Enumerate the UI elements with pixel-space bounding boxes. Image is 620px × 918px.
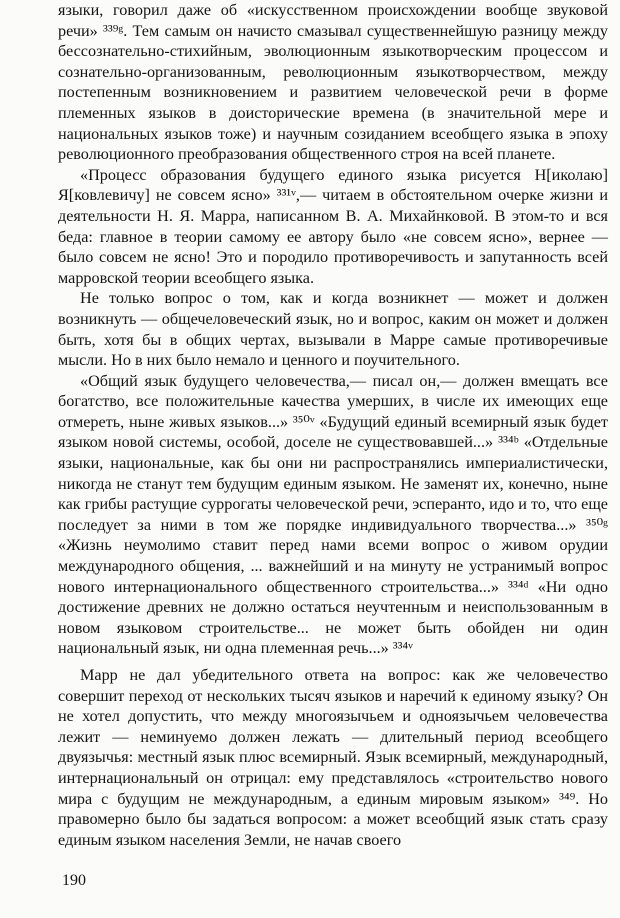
paragraph-5: Марр не дал убедительного ответа на вопрос: как же человечество совершит переход от нескольких тысяч языков и наречий к единому языку? Он не хотел допустить, что между многоязычьем и одноязычьем человечества лежит — неминуемо должен лежать — длительный период всеобщего двуязычья: местный язык плюс всемирный. Язык всемирный, международный, интернациональный он отрицал: ему представлялось «строительство нового мира с будущим не международным, а единым мировым языком» ³⁴⁹. Но правомерно было бы задаться вопросом: а может всеобщий язык стать сразу единым языком населения Земли, не начав своего (58, 666, 608, 849)
paragraph-2: «Процесс образования будущего единого языка рисуется Н[иколаю] Я[ковлевичу] не совсем ясно» ³³¹ᵛ,— читаем в обстоятельном очерке жизни и деятельности Н. Я. Марра, написанном В. А. Михайнковой. В этом-то и вся беда: главное в теории самому ее автору было «не совсем ясно», вернее — было совсем не ясно! Это и породило противоречивость и запутанность всей марровской теории всеобщего языка. (58, 165, 608, 287)
paragraph-4: «Общий язык будущего человечества,— писал он,— должен вмещать все богатство, все положительные качества умерших, в числе их имеющих еще отмереть, ныне живых языков...» ³⁵⁰ᵛ «Будущий единый всемирный язык будет языком новой системы, особой, доселе не существовавшей...» ³³⁴ᵇ «Отдельные языки, национальные, как бы они ни распространялись империалистически, никогда не станут тем будущим единым языком. Не заменят их, конечно, ныне как грибы растущие суррогаты человеческой речи, эсперанто, идо и то, что еще последует за ними в том же порядке индивидуального творчества...» ³⁵⁰ᵍ «Жизнь неумолимо ставит перед нами всеми вопрос о живом орудии международного общения, ... важнейший и на минуту не устранимый вопрос нового интернационального общественного строительства...» ³³⁴ᵈ «Ни одно достижение древних не должно остаться неучтенным и неиспользованным в новом языковом строительстве... не может быть обойден ни один национальный язык, ни одна племенная речь...» ³³⁴ᵛ (58, 371, 608, 658)
body-text (58, 0, 608, 850)
paragraph-1: языки, говорил даже об «искусственном происхождении вообще звуковой речи» ³³⁹ᵍ. Тем самым он начисто смазывал существеннейшую разницу между бессознательно-стихийным, эволюционным языкотворческим процессом и сознательно-организованным, революционным языкотворчеством, между постепенным возникновением и развитием человеческой речи в форме племенных языков в доисторические времена (в значительной мере и национальных языков тоже) и научным созиданием всеобщего языка в эпоху революционного преобразования общественного строя на всей планете. (58, 1, 608, 164)
page-number: 190 (62, 872, 86, 889)
paragraph-3: Не только вопрос о том, как и когда возникнет — может и должен возникнуть — общечеловеческий язык, но и вопрос, каким он может и должен быть, хотя бы в общих чертах, вызывали в Марре самые противоречивые мысли. Но в них было немало и ценного и поучительного. (58, 289, 608, 370)
